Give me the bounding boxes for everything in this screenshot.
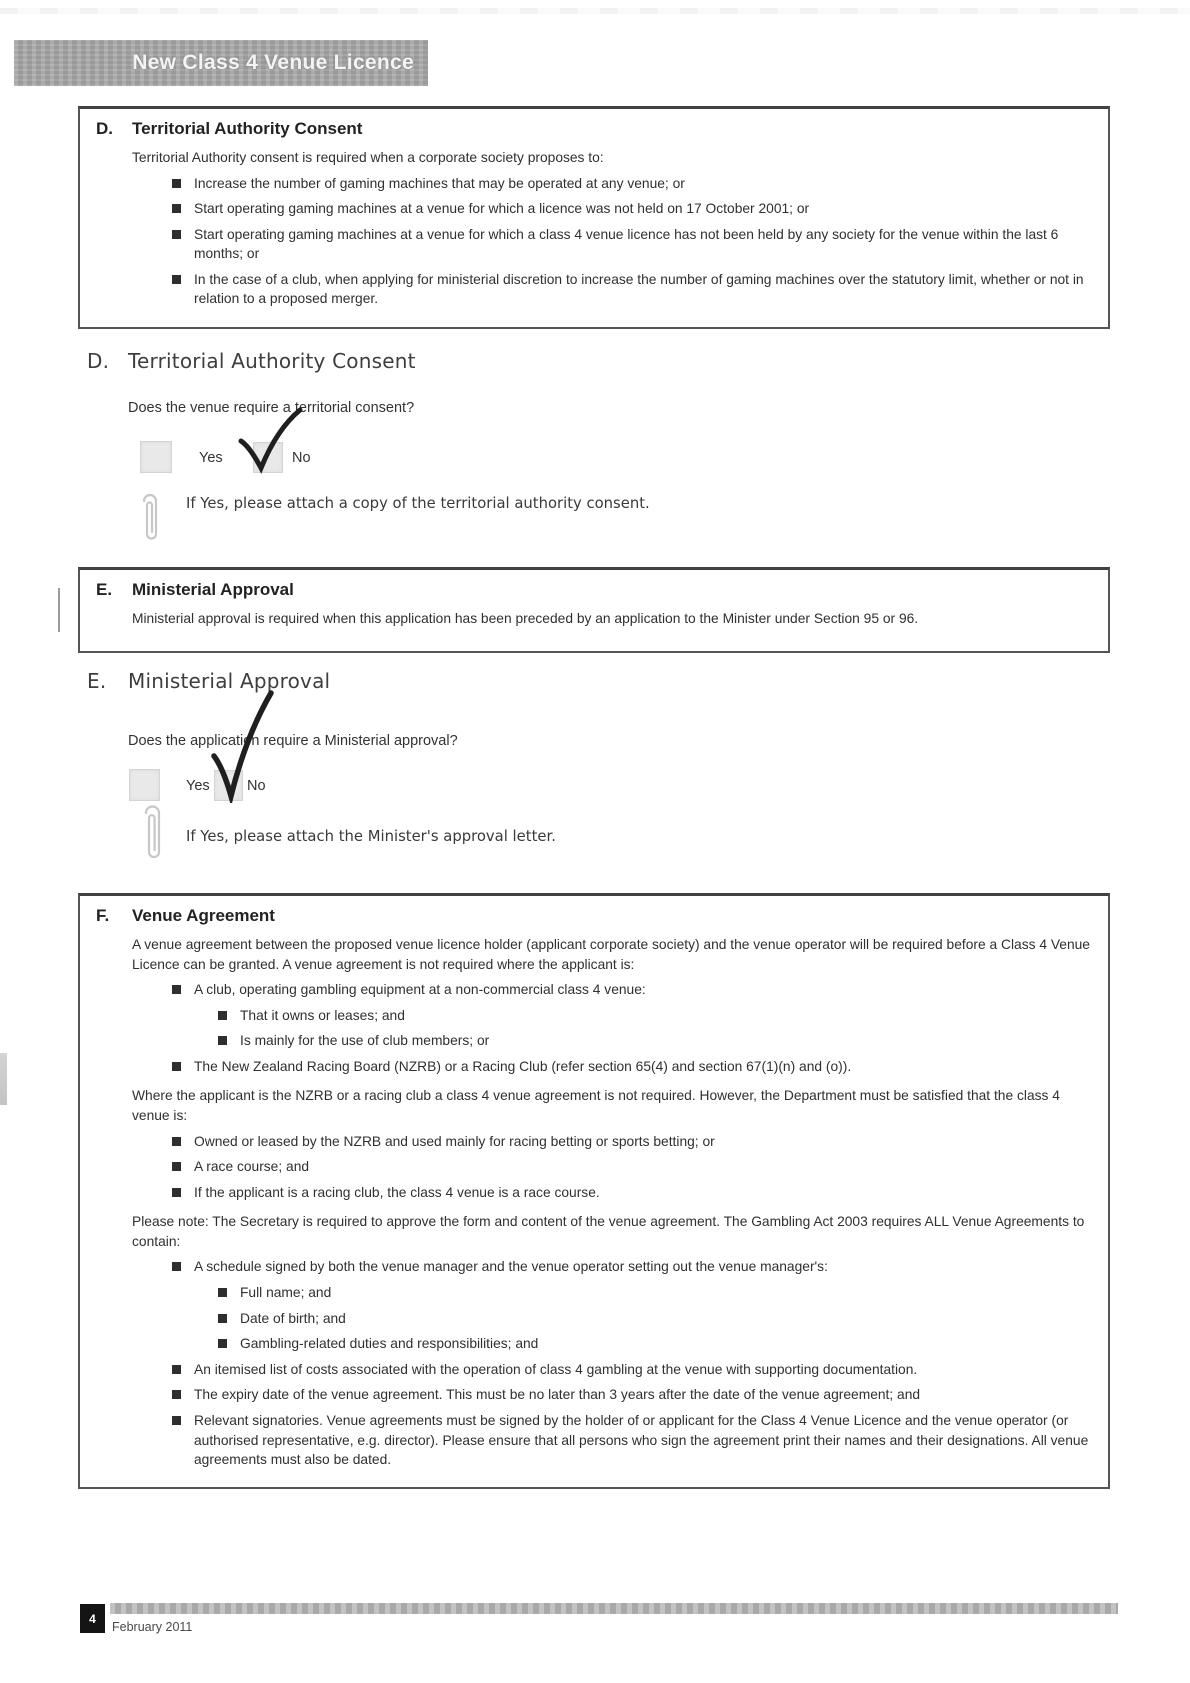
territorial-consent-question: Does the venue require a territorial consent? [128,400,415,416]
list-item [172,174,1090,194]
yes-label: Yes [186,778,210,794]
list-item [172,1257,1090,1277]
paperclip-icon [137,792,167,864]
bullet-text: A schedule signed by both the venue manager and the venue operator setting out the venue manager's: [194,1259,828,1275]
bullet-text: Full name; and [240,1285,332,1301]
list-item [172,1385,1090,1405]
bullet-square-icon [218,1314,227,1323]
page-title: New Class 4 Venue Licence [132,51,414,74]
list-item [218,1006,1090,1026]
bullet-square-icon [172,1365,181,1374]
section-d-intro: Territorial Authority consent is required when a corporate society proposes to: [132,149,604,165]
bullet-text: An itemised list of costs associated with the operation of class 4 gambling at the venue with supporting documentation. [194,1361,918,1377]
bullet-square-icon [172,179,181,188]
section-letter: F. [96,906,110,925]
bullet-square-icon [172,1262,181,1271]
list-item [172,980,1090,1000]
section-f-note: Please note: The Secretary is required to approve the form and content of the venue agreement. The Gambling Act 2003 requires ALL Venue Agreements to contain: [132,1214,1085,1249]
section-title: Ministerial Approval [128,669,331,693]
yes-label: Yes [199,450,223,466]
bullet-square-icon [218,1288,227,1297]
list-item [218,1031,1090,1051]
bullet-text: A club, operating gambling equipment at a non-commercial class 4 venue: [194,982,646,998]
bullet-text: Increase the number of gaming machines that may be operated at any venue; or [194,175,685,191]
bullet-text: Is mainly for the use of club members; or [240,1033,490,1049]
list-item [172,1360,1090,1380]
bullet-square-icon [172,1162,181,1171]
section-f-paragraph: Where the applicant is the NZRB or a racing club a class 4 venue agreement is not required. However, the Department must be satisfied that the class 4 venue is: [132,1088,1060,1123]
section-title: Territorial Authority Consent [128,349,416,373]
bullet-square-icon [172,275,181,284]
bullet-square-icon [172,1137,181,1146]
paperclip-icon [136,482,164,544]
bullet-text: The New Zealand Racing Board (NZRB) or a Racing Club (refer section 65(4) and section 67(1)(n) and (o)). [194,1058,852,1074]
scan-artifact-smudge [0,1053,7,1105]
section-f-info-box [78,893,1110,1489]
ministerial-approval-question: Does the application require a Ministerial approval? [128,733,458,749]
yes-checkbox-territorial[interactable] [140,441,172,473]
bullet-text: A race course; and [194,1159,310,1175]
bullet-square-icon [218,1036,227,1045]
bullet-square-icon [172,985,181,994]
section-e-info-box [78,567,1110,653]
section-letter: D. [87,349,110,373]
scan-noise-streak [0,8,1190,14]
section-d-info-heading [96,118,1090,141]
list-item [172,1057,1090,1077]
section-d-form-heading [87,349,416,373]
bullet-square-icon [172,1416,181,1425]
bullet-text: Start operating gaming machines at a venue for which a class 4 venue licence has not been held by any society for the venue within the last 6 months; or [194,226,1059,262]
bullet-square-icon [172,204,181,213]
section-letter: E. [87,669,107,693]
section-e-body: Ministerial approval is required when this application has been preceded by an application to the Minister under Section 95 or 96. [132,610,919,626]
checkmark-icon [235,405,305,475]
bullet-square-icon [172,1062,181,1071]
section-title: Ministerial Approval [132,580,294,599]
section-d-info-box [78,106,1110,329]
section-title: Venue Agreement [132,906,275,925]
list-item [218,1334,1090,1354]
section-f-paragraph: A venue agreement between the proposed venue licence holder (applicant corporate society) and the venue operator will be required before a Class 4 Venue Licence can be granted. A venue agreement is not required where the applicant is: [132,936,1090,972]
section-title: Territorial Authority Consent [132,119,363,138]
list-item [172,1132,1090,1152]
scan-artifact-line [58,588,60,632]
bullet-text: Gambling-related duties and responsibilities; and [240,1336,539,1352]
list-item [172,270,1090,309]
bullet-text: Start operating gaming machines at a venue for which a licence was not held on 17 October 2001; or [194,201,810,217]
header-banner [14,40,428,86]
section-letter: E. [96,580,113,599]
list-item [172,1183,1090,1203]
no-label: No [292,450,311,466]
list-item [218,1283,1090,1303]
bullet-text: If the applicant is a racing club, the class 4 venue is a race course. [194,1184,600,1200]
bullet-square-icon [218,1339,227,1348]
bullet-text: Date of birth; and [240,1310,346,1326]
bullet-text: In the case of a club, when applying for ministerial discretion to increase the number of gaming machines over the statutory limit, whether or not in relation to a proposed merger. [194,271,1084,307]
section-e-info-heading [96,579,1090,602]
bullet-text: Owned or leased by the NZRB and used mainly for racing betting or sports betting; or [194,1133,715,1149]
bullet-text: That it owns or leases; and [240,1007,405,1023]
footer-date: February 2011 [112,1620,193,1634]
list-item [172,1411,1090,1470]
section-f-info-heading [96,905,1090,928]
bullet-text: Relevant signatories. Venue agreements must be signed by the holder of or applicant for the Class 4 Venue Licence and the venue operator (or authorised representative, e.g. director). Please ensure that all persons who sign the agreement print their names and their designations. All venue agreements must also be dated. [194,1412,1089,1468]
bullet-square-icon [172,230,181,239]
list-item [172,225,1090,264]
bullet-text: The expiry date of the venue agreement. This must be no later than 3 years after the date of the venue agreement; and [194,1387,921,1403]
territorial-attach-note: If Yes, please attach a copy of the territorial authority consent. [186,495,650,512]
section-letter: D. [96,119,113,138]
list-item [172,1157,1090,1177]
list-item [172,199,1090,219]
page-number-badge: 4 [80,1604,105,1633]
bullet-square-icon [218,1011,227,1020]
bullet-square-icon [172,1390,181,1399]
list-item [218,1309,1090,1329]
checkmark-icon [208,688,276,803]
bullet-square-icon [172,1188,181,1197]
ministerial-attach-note: If Yes, please attach the Minister's approval letter. [186,828,556,845]
footer-divider-bar [110,1603,1118,1614]
no-label: No [247,778,266,794]
